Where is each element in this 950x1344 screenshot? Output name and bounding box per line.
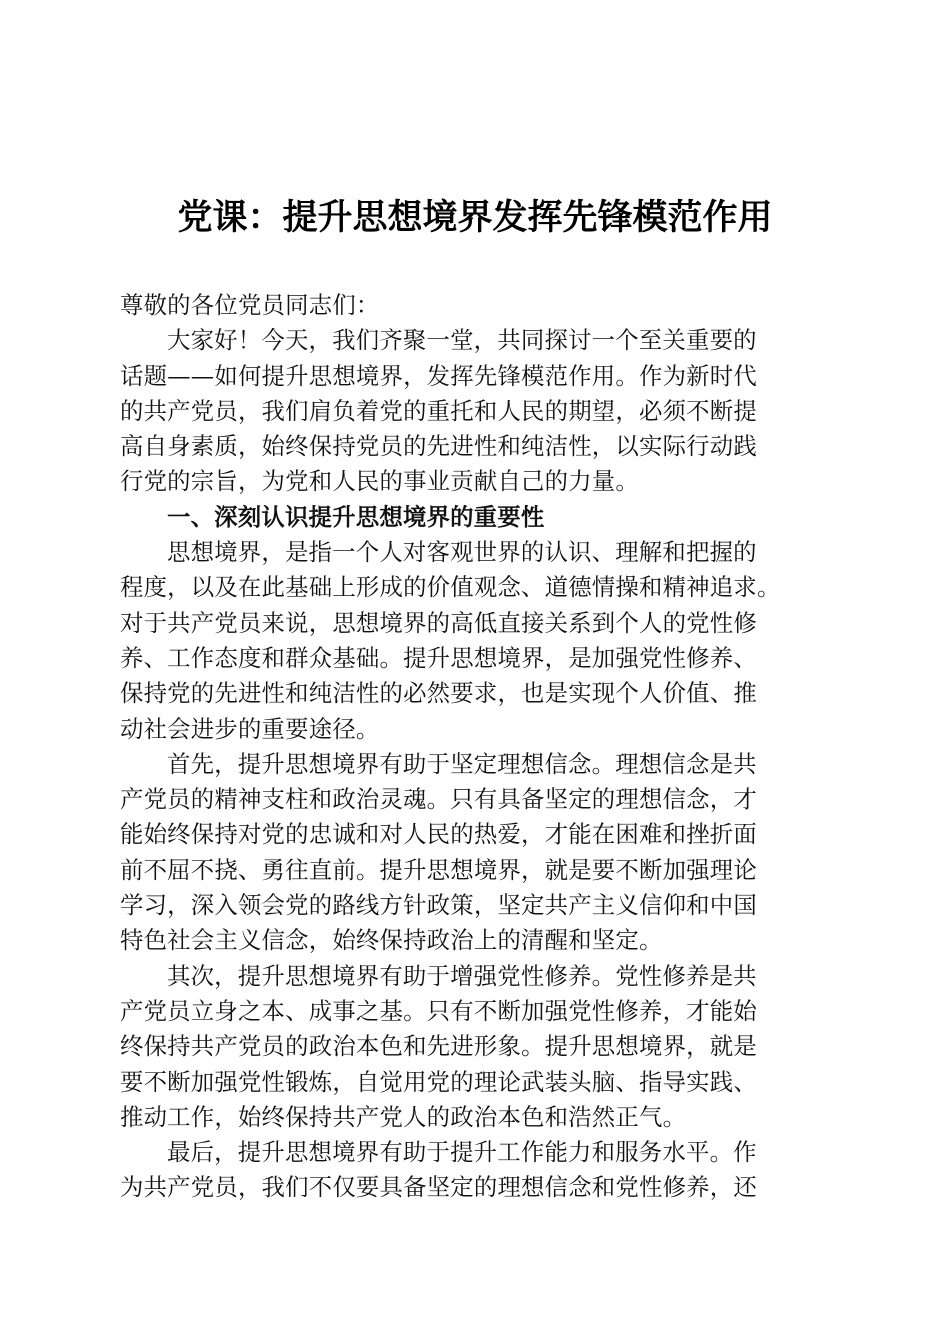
text-line: 能始终保持对党的忠诚和对人民的热爱，才能在困难和挫折面 bbox=[120, 820, 757, 849]
text-line: 养、工作态度和群众基础。提升思想境界，是加强党性修养、 bbox=[120, 643, 757, 672]
text-line: 动社会进步的重要途径。 bbox=[120, 714, 380, 743]
text-line: 程度，以及在此基础上形成的价值观念、道德情操和精神追求。 bbox=[120, 573, 781, 602]
text-line: 前不屈不挠、勇往直前。提升思想境界，就是要不断加强理论 bbox=[120, 855, 757, 884]
section-heading: 一、深刻认识提升思想境界的重要性 bbox=[167, 502, 545, 531]
text-line: 最后，提升思想境界有助于提升工作能力和服务水平。作 bbox=[167, 1138, 757, 1167]
text-line: 的共产党员，我们肩负着党的重托和人民的期望，必须不断提 bbox=[120, 396, 757, 425]
text-line: 行党的宗旨，为党和人民的事业贡献自己的力量。 bbox=[120, 467, 639, 496]
text-line: 其次，提升思想境界有助于增强党性修养。党性修养是共 bbox=[167, 961, 757, 990]
text-line: 高自身素质，始终保持党员的先进性和纯洁性，以实际行动践 bbox=[120, 432, 757, 461]
page-title: 党课：提升思想境界发挥先锋模范作用 bbox=[177, 197, 773, 238]
text-line: 为共产党员，我们不仅要具备坚定的理想信念和党性修养，还 bbox=[120, 1173, 757, 1202]
text-line: 保持党的先进性和纯洁性的必然要求，也是实现个人价值、推 bbox=[120, 679, 757, 708]
text-line: 学习，深入领会党的路线方针政策，坚定共产主义信仰和中国 bbox=[120, 891, 757, 920]
text-line: 终保持共产党员的政治本色和先进形象。提升思想境界，就是 bbox=[120, 1032, 757, 1061]
text-line: 要不断加强党性锻炼，自觉用党的理论武装头脑、指导实践、 bbox=[120, 1067, 757, 1096]
text-line: 产党员立身之本、成事之基。只有不断加强党性修养，才能始 bbox=[120, 996, 757, 1025]
text-line: 产党员的精神支柱和政治灵魂。只有具备坚定的理想信念，才 bbox=[120, 785, 757, 814]
text-line: 特色社会主义信念，始终保持政治上的清醒和坚定。 bbox=[120, 926, 663, 955]
text-line: 首先，提升思想境界有助于坚定理想信念。理想信念是共 bbox=[167, 749, 757, 778]
text-line: 话题——如何提升思想境界，发挥先锋模范作用。作为新时代 bbox=[120, 361, 757, 390]
text-line: 对于共产党员来说，思想境界的高低直接关系到个人的党性修 bbox=[120, 608, 757, 637]
text-line: 思想境界，是指一个人对客观世界的认识、理解和把握的 bbox=[167, 538, 757, 567]
text-line: 大家好！今天，我们齐聚一堂，共同探讨一个至关重要的 bbox=[167, 326, 757, 355]
text-line: 推动工作，始终保持共产党人的政治本色和浩然正气。 bbox=[120, 1102, 687, 1131]
text-line: 尊敬的各位党员同志们： bbox=[120, 291, 380, 319]
document-body bbox=[120, 288, 828, 1206]
